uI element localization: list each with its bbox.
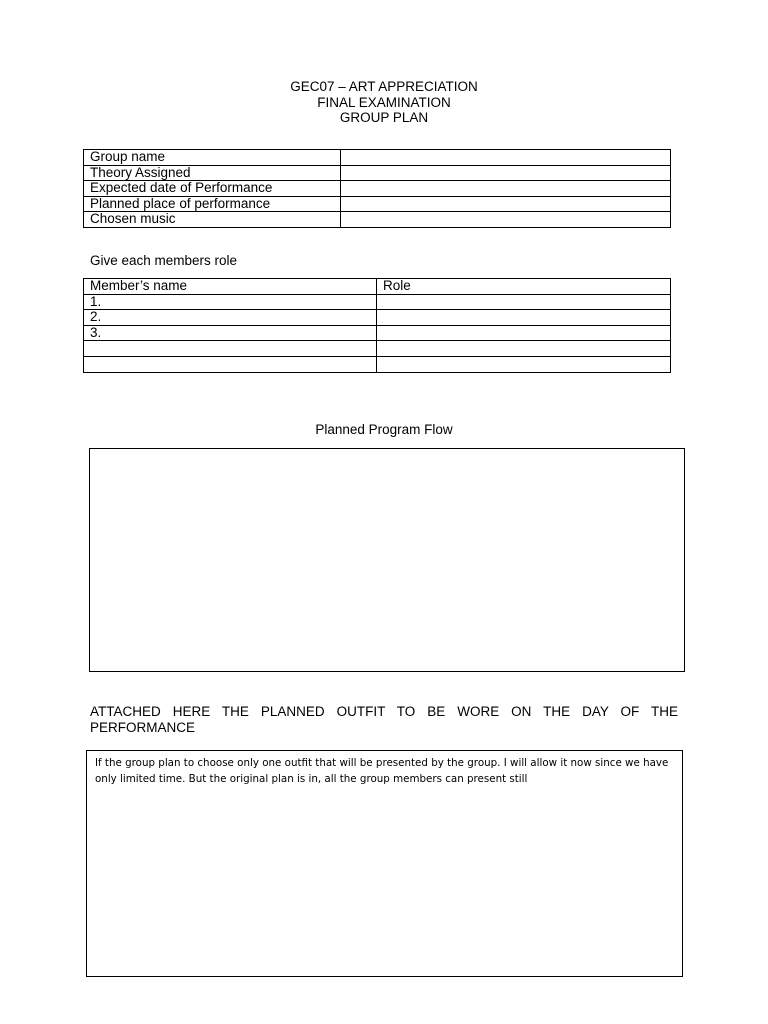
members-table [83, 278, 671, 373]
member-name-cell[interactable] [84, 341, 377, 357]
table-header-row [84, 279, 671, 295]
table-row [84, 212, 671, 228]
table-row [84, 165, 671, 181]
document-title [0, 79, 768, 126]
table-row [84, 150, 671, 166]
exam-title: FINAL EXAMINATION [317, 94, 451, 110]
member-name-cell[interactable]: 1. [84, 294, 377, 310]
member-role-cell[interactable] [377, 294, 671, 310]
member-role-cell[interactable] [377, 325, 671, 341]
performance-place-label: Planned place of performance [84, 196, 341, 212]
plan-title: GROUP PLAN [339, 110, 429, 125]
member-name-cell[interactable]: 2. [84, 310, 377, 326]
table-row [84, 196, 671, 212]
table-row [84, 181, 671, 197]
column-header-member-name: Member’s name [84, 279, 377, 295]
member-role-cell[interactable] [377, 310, 671, 326]
member-name-cell[interactable]: 3. [84, 325, 377, 341]
table-row [84, 341, 671, 357]
group-name-label: Group name [84, 150, 341, 166]
course-title: GEC07 – ART APPRECIATION [290, 79, 478, 94]
performance-date-field[interactable] [341, 181, 671, 197]
member-name-cell[interactable] [84, 356, 377, 372]
table-row [84, 325, 671, 341]
chosen-music-label: Chosen music [84, 212, 341, 228]
chosen-music-field[interactable] [341, 212, 671, 228]
performance-date-label: Expected date of Performance [84, 181, 341, 197]
member-role-cell[interactable] [377, 341, 671, 357]
outfit-heading: ATTACHED HERE THE PLANNED OUTFIT TO BE WORE ON THE DAY OF THE PERFORMANCE [90, 704, 678, 735]
column-header-role: Role [377, 279, 671, 295]
outfit-box[interactable] [86, 750, 683, 977]
program-flow-heading: Planned Program Flow [315, 422, 453, 437]
performance-place-field[interactable] [341, 196, 671, 212]
table-row [84, 294, 671, 310]
theory-assigned-field[interactable] [341, 165, 671, 181]
outfit-note: If the group plan to choose only one outfit that will be presented by the group. I will allow it now since we have only limited time. But the original plan is in, all the group members can present still [95, 757, 669, 785]
member-role-cell[interactable] [377, 356, 671, 372]
table-row [84, 356, 671, 372]
program-flow-box[interactable] [89, 448, 685, 672]
table-row [84, 310, 671, 326]
group-info-table [83, 149, 671, 228]
theory-assigned-label: Theory Assigned [84, 165, 341, 181]
group-name-field[interactable] [341, 150, 671, 166]
members-heading: Give each members role [90, 253, 238, 268]
